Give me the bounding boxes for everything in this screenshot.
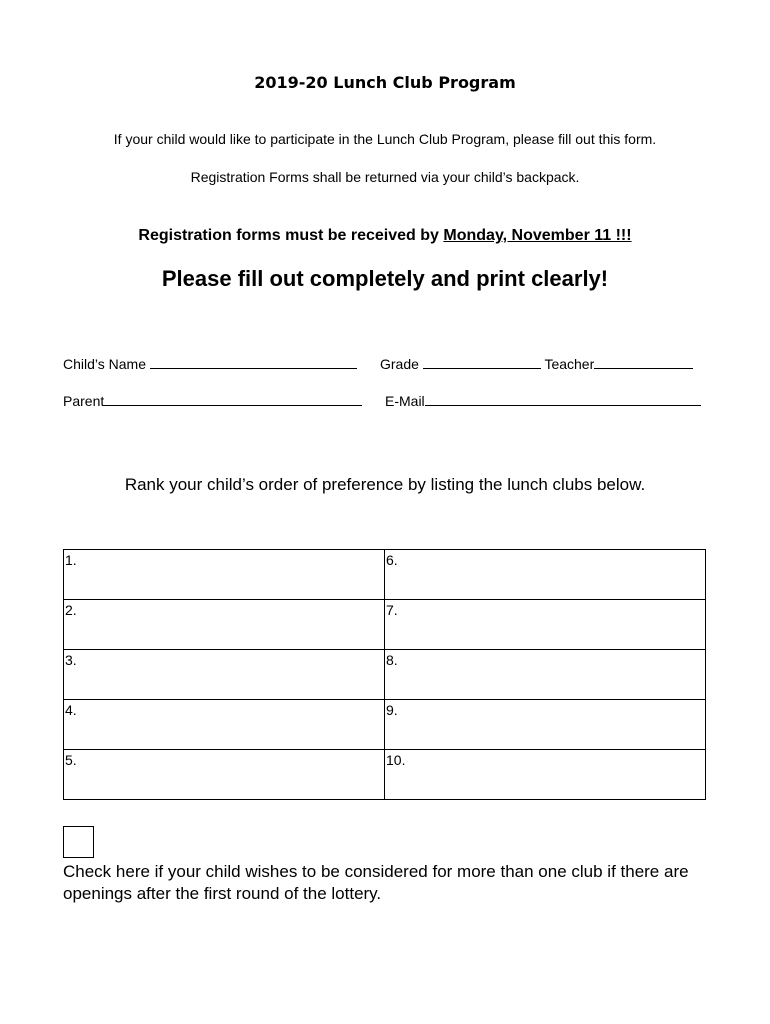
rank-cell-4[interactable]: 4. bbox=[64, 700, 385, 750]
club-ranking-table bbox=[63, 549, 706, 800]
print-clearly-instruction: Please fill out completely and print clearly! bbox=[161, 266, 609, 291]
table-row bbox=[64, 650, 706, 700]
child-name-field[interactable] bbox=[150, 354, 357, 369]
grade-field[interactable] bbox=[423, 354, 541, 369]
table-row bbox=[64, 750, 706, 800]
grade-label: Grade bbox=[380, 356, 419, 372]
table-row bbox=[64, 700, 706, 750]
teacher-label: Teacher bbox=[544, 356, 595, 372]
deadline-notice bbox=[0, 227, 770, 245]
parent-row bbox=[63, 391, 362, 409]
email-label: E-Mail bbox=[385, 393, 425, 409]
intro-text: If your child would like to participate in the Lunch Club Program, please fill out this form. bbox=[113, 131, 657, 147]
email-row bbox=[385, 391, 701, 409]
deadline-date: Monday, November 11 !!! bbox=[443, 227, 632, 244]
multiple-clubs-label: Check here if your child wishes to be considered for more than one club if there are openings after the first round of the lottery. bbox=[63, 862, 689, 903]
teacher-field[interactable] bbox=[594, 354, 693, 369]
rank-cell-7[interactable]: 7. bbox=[385, 600, 706, 650]
table-row bbox=[64, 600, 706, 650]
form-title: 2019-20 Lunch Club Program bbox=[254, 73, 516, 92]
parent-label: Parent bbox=[63, 393, 105, 409]
rank-cell-5[interactable]: 5. bbox=[64, 750, 385, 800]
return-instructions: Registration Forms shall be returned via your child’s backpack. bbox=[190, 169, 580, 185]
rank-cell-10[interactable]: 10. bbox=[385, 750, 706, 800]
parent-field[interactable] bbox=[104, 391, 362, 406]
grade-teacher-row bbox=[380, 354, 693, 372]
rank-cell-9[interactable]: 9. bbox=[385, 700, 706, 750]
rank-cell-3[interactable]: 3. bbox=[64, 650, 385, 700]
email-field[interactable] bbox=[425, 391, 701, 406]
rank-cell-2[interactable]: 2. bbox=[64, 600, 385, 650]
rank-cell-8[interactable]: 8. bbox=[385, 650, 706, 700]
rank-instructions: Rank your child’s order of preference by listing the lunch clubs below. bbox=[124, 475, 646, 494]
rank-cell-1[interactable]: 1. bbox=[64, 550, 385, 600]
child-name-label: Child’s Name bbox=[63, 356, 146, 372]
table-row bbox=[64, 550, 706, 600]
rank-cell-6[interactable]: 6. bbox=[385, 550, 706, 600]
child-info-row bbox=[63, 354, 357, 372]
deadline-prefix: Registration forms must be received by bbox=[138, 227, 444, 244]
multiple-clubs-checkbox[interactable] bbox=[63, 826, 94, 858]
